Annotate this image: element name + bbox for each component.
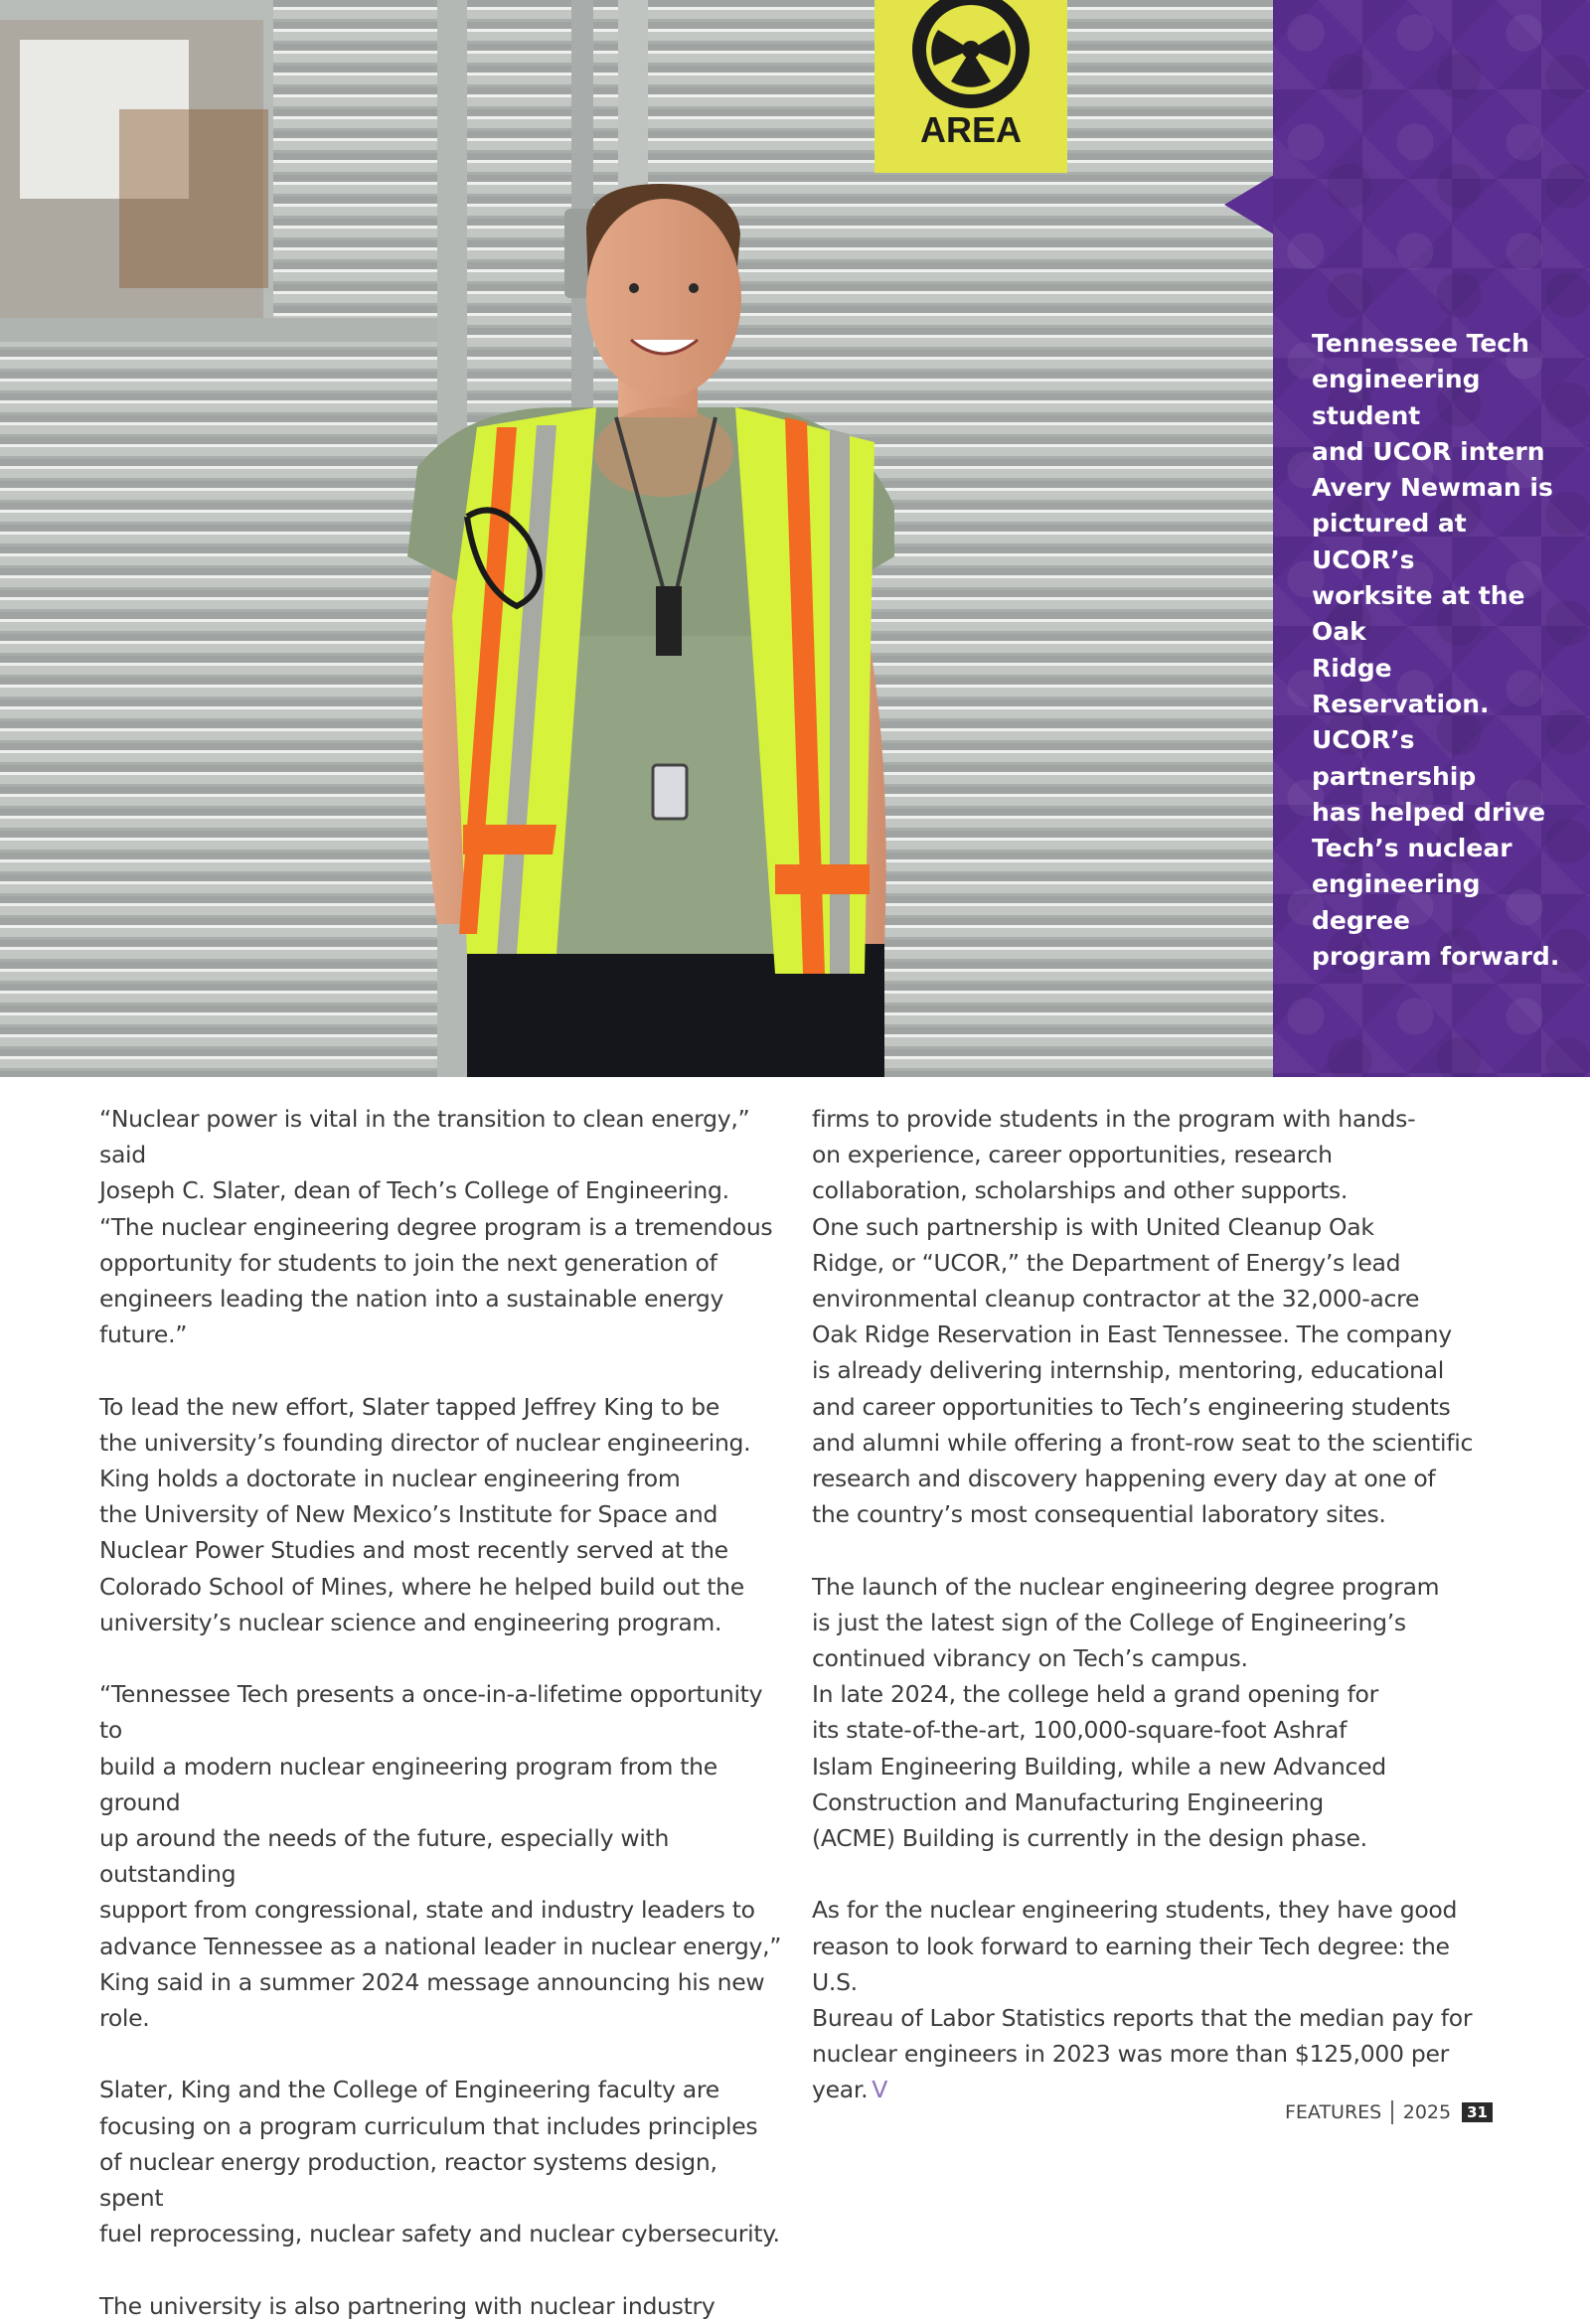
caption-line: UCOR’s partnership [1312,725,1477,791]
paragraph-slater-quote [99,1101,785,1352]
text-line: Slater, King and the College of Engineering faculty are [99,2076,719,2104]
footer-divider [1391,2100,1393,2124]
rust-patch [119,109,268,288]
caption-line: and UCOR intern [1312,436,1545,466]
text-line: Bureau of Labor Statistics reports that the median pay for [812,2004,1473,2033]
photo-caption [1312,326,1572,975]
text-line: Colorado School of Mines, where he helped build out the [99,1572,744,1601]
text-line: is already delivering internship, mentoring, educational [812,1356,1445,1385]
caption-line: Tennessee Tech [1312,329,1529,358]
text-line: King said in a summer 2024 message announcing his new role. [99,1967,765,2033]
caption-line: has helped drive [1312,797,1546,827]
text-line: firms to provide students in the program with hands- [812,1105,1416,1133]
face [586,199,741,397]
text-line: and career opportunities to Tech’s engineering students [812,1392,1451,1421]
photo-illustration [0,0,1273,1077]
footer-year: 2025 [1402,2101,1452,2123]
text-line: the University of New Mexico’s Institute for Space and [99,1500,718,1529]
text-line: focusing on a program curriculum that includes principles [99,2111,758,2140]
text-line: Nuclear Power Studies and most recently served at the [99,1536,728,1565]
text-line: on experience, career opportunities, research [812,1141,1333,1169]
caption-pointer [1224,175,1274,234]
text-line: Islam Engineering Building, while a new Advanced [812,1752,1386,1781]
paragraph-industry-firms [812,1101,1498,1209]
text-line: continued vibrancy on Tech’s campus. [812,1644,1248,1673]
page-number: 31 [1462,2102,1493,2122]
text-line: research and discovery happening every day at one of [812,1465,1436,1493]
text-line: Construction and Manufacturing Engineering [812,1787,1324,1816]
footer-section: FEATURES [1285,2101,1382,2123]
caption-line: worksite at the Oak [1312,581,1525,647]
paragraph-pay [812,1892,1498,2107]
text-line: One such partnership is with United Cleanup Oak [812,1212,1374,1241]
text-line: environmental cleanup contractor at the 32,000-acre [812,1285,1420,1314]
text-line: “The nuclear engineering degree program is a tremendous [99,1212,773,1241]
text-line: opportunity for students to join the next generation of [99,1248,717,1277]
text-line: Joseph C. Slater, dean of Tech’s College of Engineering. [99,1176,729,1205]
text-line: In late 2024, the college held a grand opening for [812,1680,1378,1709]
caption-line: Tech’s nuclear [1312,834,1512,863]
text-line: “Tennessee Tech presents a once-in-a-lifetime opportunity to [99,1680,763,1745]
text-line: advance Tennessee as a national leader in nuclear energy,” [99,1932,782,1960]
article-column-left [99,1101,785,2324]
radiation-sign [874,0,1067,173]
caption-line: Ridge Reservation. [1312,653,1490,718]
text-line: The launch of the nuclear engineering degree program [812,1572,1440,1601]
text-line: “Nuclear power is vital in the transition to clean energy,” said [99,1105,750,1169]
text-line: up around the needs of the future, especially with outstanding [99,1824,670,1889]
text-line: build a modern nuclear engineering program from the ground [99,1752,717,1816]
text-line: (ACME) Building is currently in the design phase. [812,1824,1367,1853]
paragraph-curriculum [99,2072,785,2251]
text-line: collaboration, scholarships and other supports. [812,1176,1348,1205]
badge-holder [656,586,682,656]
text-line: reason to look forward to earning their Tech degree: the U.S. [812,1932,1450,1996]
text-line: Oak Ridge Reservation in East Tennessee. The company [812,1320,1452,1349]
caption-line: engineering degree [1312,869,1481,935]
text-line: support from congressional, state and industry leaders to [99,1896,755,1925]
text-line: of nuclear energy production, reactor systems design, spent [99,2147,717,2213]
text-line: its state-of-the-art, 100,000-square-foot Ashraf [812,1716,1348,1745]
dosimeter-badge [653,765,687,819]
paragraph-launch [812,1569,1498,1677]
paragraph-buildings [812,1676,1498,1856]
paragraph-king-quote [99,1676,785,2036]
caption-line: engineering student [1312,365,1481,430]
text-line: fuel reprocessing, nuclear safety and nuclear cybersecurity. [99,2220,780,2248]
text-line: university’s nuclear science and engineering program. [99,1608,722,1636]
page-footer [1285,2096,1493,2128]
text-line: the university’s founding director of nuclear engineering. [99,1428,751,1457]
caption-line: program forward. [1312,942,1560,972]
text-line: King holds a doctorate in nuclear engineering from [99,1465,681,1493]
text-line: engineers leading the nation into a sustainable energy future.” [99,1285,724,1349]
end-of-article-mark: V [872,2076,888,2104]
text-line: To lead the new effort, Slater tapped Jeffrey King to be [99,1392,719,1421]
text-line: The university is also partnering with nuclear industry [99,2291,716,2320]
paragraph-partnering [99,2288,785,2324]
article-column-right [812,1101,1498,2108]
text-line: As for the nuclear engineering students, they have good [812,1896,1458,1925]
text-line: is just the latest sign of the College of Engineering’s [812,1608,1406,1636]
text-line: nuclear engineers in 2023 was more than $125,000 per year. [812,2040,1449,2104]
sign-text: AREA [919,109,1023,150]
text-line: and alumni while offering a front-row seat to the scientific [812,1428,1474,1457]
text-line: Ridge, or “UCOR,” the Department of Energy’s lead [812,1248,1401,1277]
paragraph-jeffrey-king [99,1389,785,1640]
caption-line: pictured at UCOR’s [1312,509,1467,574]
feature-photo [0,0,1273,1077]
paragraph-ucor [812,1209,1498,1533]
caption-line: Avery Newman is [1312,473,1553,503]
text-line: the country’s most consequential laboratory sites. [812,1500,1386,1529]
